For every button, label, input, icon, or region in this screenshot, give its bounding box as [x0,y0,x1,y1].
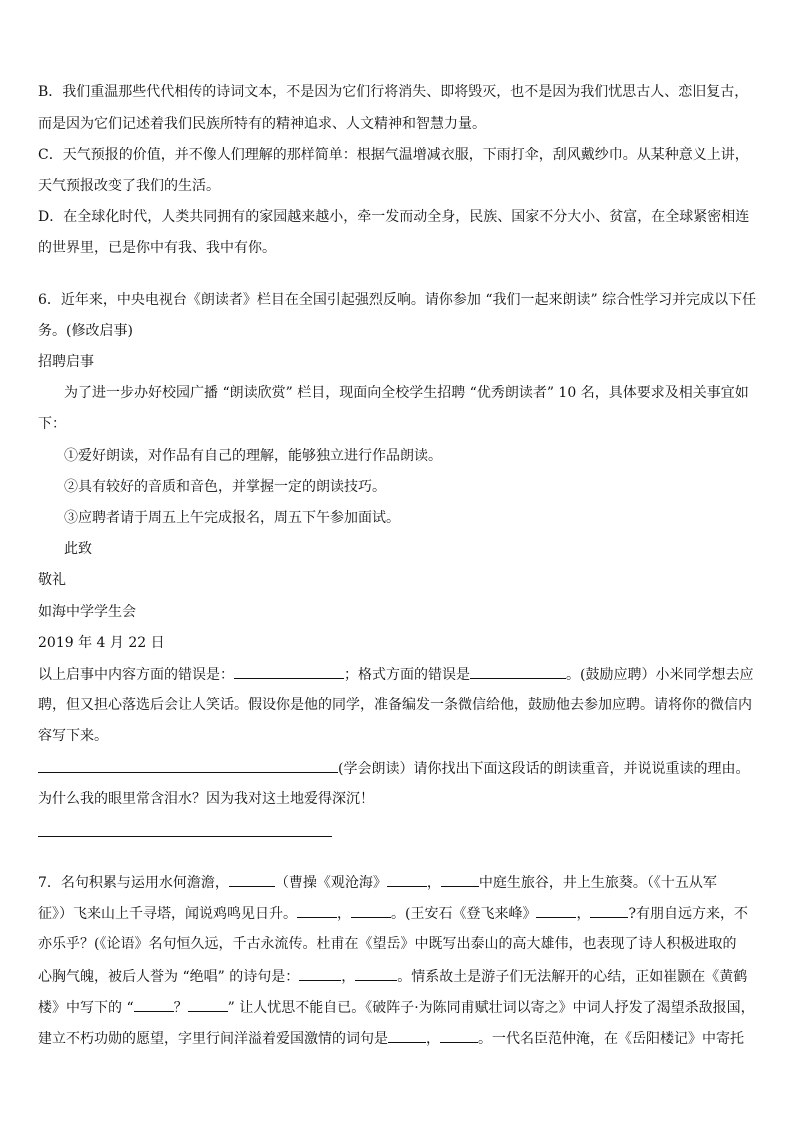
answer-line-stress[interactable] [38,836,332,837]
answer-blank-wechat[interactable] [38,758,338,773]
q6-read-tail: (学会朗读）请你找出下面这段话的朗读重音，并说说重读的理由。 [338,761,750,777]
q6-error-mid: ；格式方面的错误是 [344,667,470,683]
q5-option-d-line2: 的世界里，已是你中有我、我中有你。 [38,240,276,256]
q6-read-line [38,758,758,779]
notice-date: 2019 年 4 月 22 日 [38,635,165,651]
answer-blank[interactable] [299,966,341,981]
notice-signer: 如海中学学生会 [38,604,136,620]
q7-text: ？ [173,1000,188,1016]
notice-cizhi: 此致 [64,541,92,557]
answer-blank[interactable] [441,872,479,887]
q7-text: ， [341,969,356,985]
answer-blank[interactable] [351,903,391,918]
q5-option-c-line1: C．天气预报的价值，并不像人们理解的那样简单：根据气温增减衣服，下雨打伞，刮风戴纱巾。从某种意义上讲， [38,147,749,163]
q7-text: 。(王安石《登飞来峰》 [391,906,537,922]
q7-line4 [38,966,758,987]
answer-blank[interactable] [387,872,427,887]
answer-blank[interactable] [355,966,397,981]
notice-item-1: ①爱好朗读，对作品有自己的理解，能够独立进行作品朗读。 [64,448,442,464]
q6-stem-line2: 务。(修改启事) [38,323,133,339]
q5-option-b-line2: 而是因为它们记述着我们民族所特有的精神追求、人文精神和智慧力量。 [38,116,486,132]
q6-stem-line1: 6．近年来，中央电视台《朗读者》栏目在全国引起强烈反响。请你参加 “我们一起来朗读” 综合性学习并完成以下任 [38,292,757,308]
q5-option-b-line1: B．我们重温那些代代相传的诗词文本，不是因为它们行将消失、即将毁灭，也不是因为我们忧思古人、恋旧复古， [38,84,749,100]
q7-line3: 亦乐乎？(《论语》名句恒久远，千古永流传。杜甫在《望岳》中既写出泰山的高大雄伟，也表现了诗人积极进取的 [38,936,737,952]
answer-blank[interactable] [536,903,576,918]
q7-text: ， [426,875,441,891]
notice-body-line2: 下： [38,416,66,432]
q7-text: 楼》中写下的 “ [38,1000,134,1016]
q7-text: 征》）飞来山上千寻塔，闻说鸡鸣见日升。 [38,906,297,922]
q7-text: ， [337,906,351,922]
q7-text: 。情系故土是游子们无法解开的心结，正如崔颢在《黄鹤 [397,969,748,985]
answer-blank[interactable] [297,903,337,918]
q7-line1 [38,872,758,893]
q7-text: 中庭生旅谷，井上生旅葵。（《十五从军 [478,875,717,891]
notice-jingli: 敬礼 [38,572,66,588]
q7-text: 7．名句积累与运用水何澹澹， [38,875,229,891]
q7-text: ， [576,906,591,922]
q7-text: （曹操《观沧海》 [274,875,387,891]
q7-line6 [38,1028,758,1049]
q7-text: ， [426,1031,440,1047]
answer-blank[interactable] [229,872,275,887]
q7-text: 建立不朽功勋的愿望，字里行间洋溢着爱国激情的词句是 [38,1031,388,1047]
q6-error-line [38,664,758,685]
answer-blank[interactable] [440,1028,478,1043]
q6-read-text: 为什么我的眼里常含泪水？因为我对这土地爱得深沉！ [38,791,374,807]
q7-text: 。一代名臣范仲淹，在《岳阳楼记》中寄托 [478,1031,744,1047]
q5-option-c-line2: 天气预报改变了我们的生活。 [38,178,220,194]
q7-line2 [38,903,758,924]
notice-title: 招聘启事 [38,354,94,370]
q7-text: ” 让人忧思不能自已。《破阵子·为陈同甫赋壮词以寄之》中词人抒发了渴望杀敌报国， [227,1000,755,1016]
notice-item-2: ②具有较好的音质和音色，并掌握一定的朗读技巧。 [64,479,386,495]
answer-blank[interactable] [388,1028,426,1043]
answer-blank[interactable] [188,997,228,1012]
q7-text: 心胸气魄，被后人誉为 “绝唱” 的诗句是： [38,969,300,985]
answer-blank[interactable] [590,903,628,918]
q6-wechat-line1: 聘，但又担心落选后会让人笑话。假设你是他的同学，准备编发一条微信给他，鼓励他去参加应聘。请将你的微信内 [38,697,752,713]
answer-blank-format-error[interactable] [470,664,566,679]
q6-wechat-line2: 容写下来。 [38,728,108,744]
q5-option-d-line1: D．在全球化时代，人类共同拥有的家园越来越小，牵一发而动全身，民族、国家不分大小、贫富，在全球紧密相连 [38,209,750,225]
notice-item-3: ③应聘者请于周五上午完成报名，周五下午参加面试。 [64,510,400,526]
answer-blank-content-error[interactable] [234,664,344,679]
q7-text: ?有朋自远方来，不 [628,906,748,922]
answer-blank[interactable] [134,997,174,1012]
q7-line5 [38,997,758,1018]
notice-body-line1: 为了进一步办好校园广播 “朗读欣赏” 栏目，现面向全校学生招聘 “优秀朗读者” 10 名，具体要求及相关事宜如 [64,385,749,401]
q6-error-tail: 。(鼓励应聘）小米同学想去应 [566,667,754,683]
q6-error-prefix: 以上启事中内容方面的错误是： [38,667,234,683]
